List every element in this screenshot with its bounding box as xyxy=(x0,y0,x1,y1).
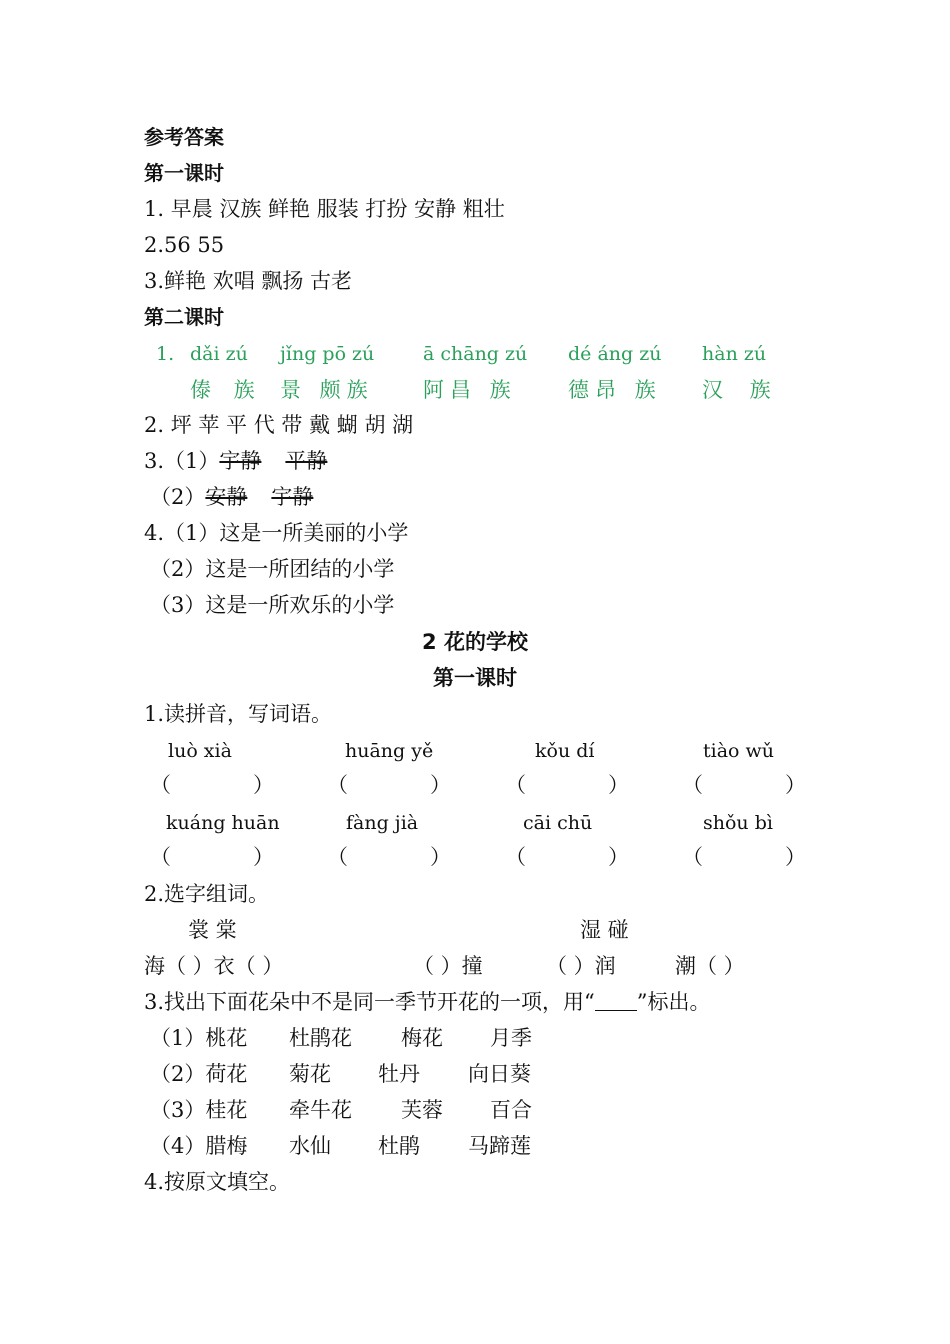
q3-item[interactable]: 杜鹃花 xyxy=(289,1026,352,1050)
q3-item[interactable]: 梅花 xyxy=(401,1026,443,1050)
answer-blank[interactable] xyxy=(505,772,629,798)
struck-word: 宇静 xyxy=(219,449,262,473)
pinyin-fang-jia: fàng jià xyxy=(346,812,419,834)
paren-close: ） xyxy=(608,773,629,797)
pinyin-cai-chu: cāi chū xyxy=(523,812,593,834)
answer-l2-q3-2-prefix: （2） xyxy=(150,485,206,509)
paren-open: （ xyxy=(682,773,703,797)
answer-l2-q2: 2. 坪 苹 平 代 带 戴 蝴 胡 湖 xyxy=(144,413,414,437)
pinyin-jing-po-zu: jǐng pō zú xyxy=(280,343,375,365)
q3-item[interactable]: 百合 xyxy=(490,1098,532,1122)
q2-fill-haiyi[interactable]: 海（ ）衣（ ） xyxy=(144,954,284,978)
answer-l1-q2: 2.56 55 xyxy=(144,233,225,257)
q3-prompt-start: 3.找出下面花朵中不是同一季节开花的一项，用“ xyxy=(144,990,595,1014)
struck-word: 安静 xyxy=(205,485,248,509)
paren-open: （ xyxy=(327,773,348,797)
q3-item: （4）腊梅 xyxy=(150,1134,248,1158)
paren-open: （ xyxy=(505,773,526,797)
answer-l2-q3-1 xyxy=(144,448,327,474)
q3-item[interactable]: 向日葵 xyxy=(468,1062,531,1086)
lesson2-title: 第二课时 xyxy=(144,305,224,329)
paren-open: （ xyxy=(150,773,171,797)
paren-close: ） xyxy=(785,773,806,797)
q2-fill-zhuang[interactable]: （ ）撞 xyxy=(413,954,483,978)
paren-close: ） xyxy=(785,845,806,869)
answers-heading: 参考答案 xyxy=(144,125,224,149)
paren-close: ） xyxy=(253,773,274,797)
struck-word: 宇静 xyxy=(271,485,314,509)
answer-blank[interactable] xyxy=(682,844,806,870)
q2-fill-chao[interactable]: 潮（ ） xyxy=(675,954,745,978)
paren-open: （ xyxy=(150,845,171,869)
hanzi-a-chang-zu: 阿昌 族 xyxy=(423,378,517,402)
hanzi-han-zu: 汉 族 xyxy=(702,378,781,402)
q4-prompt: 4.按原文填空。 xyxy=(144,1170,291,1194)
q3-item[interactable]: 牡丹 xyxy=(378,1062,420,1086)
pinyin-luo-xia: luò xià xyxy=(168,740,232,762)
q3-item[interactable]: 牵牛花 xyxy=(289,1098,352,1122)
q2-choice-chars-left: 裳 棠 xyxy=(188,918,237,942)
paren-open: （ xyxy=(505,845,526,869)
answer-l1-q1: 1. 早晨 汉族 鲜艳 服装 打扮 安静 粗壮 xyxy=(144,197,505,221)
answer-blank[interactable] xyxy=(682,772,806,798)
hanzi-dai-zu: 傣 族 xyxy=(190,378,263,402)
paren-close: ） xyxy=(430,845,451,869)
underline-sample xyxy=(595,992,637,1011)
q3-item: （1）桃花 xyxy=(150,1026,248,1050)
q3-item[interactable]: 菊花 xyxy=(289,1062,331,1086)
paren-close: ） xyxy=(430,773,451,797)
answer-l2-q3-2 xyxy=(150,484,313,510)
pinyin-shou-bi: shǒu bì xyxy=(703,812,773,834)
pinyin-kuang-huan: kuáng huān xyxy=(166,812,280,834)
answer-l2-q4-2: （2）这是一所团结的小学 xyxy=(150,557,395,581)
q2-fill-run[interactable]: （ ）润 xyxy=(546,954,616,978)
answer-l2-q4-1: 4.（1）这是一所美丽的小学 xyxy=(144,521,409,545)
answer-blank[interactable] xyxy=(150,844,274,870)
q2-prompt: 2.选字组词。 xyxy=(144,882,270,906)
q1-prompt: 1.读拼音，写词语。 xyxy=(144,702,333,726)
answer-l2-q4-3: （3）这是一所欢乐的小学 xyxy=(150,593,395,617)
answer-blank[interactable] xyxy=(327,844,451,870)
answer-blank[interactable] xyxy=(150,772,274,798)
struck-word: 平静 xyxy=(285,449,328,473)
pinyin-huang-ye: huāng yě xyxy=(345,740,434,762)
hanzi-de-ang-zu: 德昂 族 xyxy=(568,378,662,402)
q3-item[interactable]: 马蹄莲 xyxy=(468,1134,531,1158)
answer-l2-q1-number: 1. xyxy=(156,343,175,365)
lesson-title: 2 花的学校 xyxy=(422,630,528,654)
q3-item: （2）荷花 xyxy=(150,1062,248,1086)
lesson-subtitle: 第一课时 xyxy=(433,666,517,690)
paren-open: （ xyxy=(682,845,703,869)
answer-blank[interactable] xyxy=(327,772,451,798)
q3-item[interactable]: 水仙 xyxy=(289,1134,331,1158)
paren-close: ） xyxy=(253,845,274,869)
q3-prompt xyxy=(144,989,711,1015)
pinyin-han-zu: hàn zú xyxy=(702,343,767,365)
pinyin-dai-zu: dǎi zú xyxy=(190,343,248,365)
pinyin-de-ang-zu: dé áng zú xyxy=(568,343,662,365)
paren-open: （ xyxy=(327,845,348,869)
q3-item[interactable]: 芙蓉 xyxy=(401,1098,443,1122)
pinyin-kou-di: kǒu dí xyxy=(535,740,595,762)
q2-choice-chars-right: 湿 碰 xyxy=(580,918,629,942)
pinyin-tiao-wu: tiào wǔ xyxy=(703,740,775,762)
q3-item[interactable]: 月季 xyxy=(490,1026,532,1050)
answer-blank[interactable] xyxy=(505,844,629,870)
paren-close: ） xyxy=(608,845,629,869)
lesson1-title: 第一课时 xyxy=(144,161,224,185)
answer-l2-q3-1-prefix: 3.（1） xyxy=(144,449,220,473)
q3-prompt-end: ”标出。 xyxy=(636,990,711,1014)
hanzi-jing-po-zu: 景 颇族 xyxy=(280,378,374,402)
q3-item[interactable]: 杜鹃 xyxy=(378,1134,420,1158)
pinyin-a-chang-zu: ā chāng zú xyxy=(423,343,528,365)
q3-item: （3）桂花 xyxy=(150,1098,248,1122)
answer-l1-q3: 3.鲜艳 欢唱 飘扬 古老 xyxy=(144,269,353,293)
